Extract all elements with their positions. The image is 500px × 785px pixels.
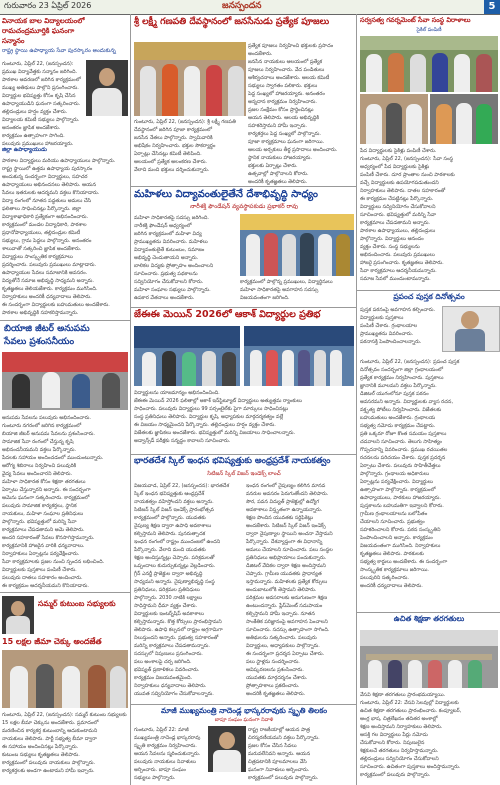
- section-divider: [0, 320, 130, 321]
- subheadline: జిల్లా ఉపాధ్యాయుడు: [2, 147, 47, 153]
- headline: సేవలు ప్రశంసనీయం: [4, 337, 75, 347]
- column-divider: [356, 14, 357, 785]
- headline: సమ్మర్ కుటుంబ సభ్యులకు: [38, 599, 116, 608]
- article-text: ప్రత్యేక పూజలు నిర్వహించి భక్తులకు ప్రసాదం అందజేశారు. జనసేన నాయకులు ఆలయంలో ప్రత్యేక పూజలు నిర్వహించారు. వేద పండితులు ఆశీర్వచనాలు అందజేశారు. ఆలయ కమిటీ సభ్యులు స్వాగతం పలికారు. భక్తులు పెద్ద సంఖ్యలో హాజరయ్యారు. అనంతరం అన్నదాన కార్యక్రమం నిర్వహించారు. ప్రజల సంక్షేమం కోసం ప్రార్థించినట్లు ఆయన తెలిపారు. ఆలయ అభివృద్ధికి సహకరిస్తామని హామీ ఇచ్చారు. కార్యకర్తలు పెద్ద సంఖ్యలో పాల్గొన్నారు. పూజా కార్యక్రమాలు ఘనంగా జరిగాయి. ఆలయ అర్చకులు తీర్థ ప్రసాదాలు అందించారు. స్థానిక నాయకులు హాజరయ్యారు. భక్తులకు ఏర్పాట్లు చేశారు. ఉత్సవాల్లో పాల్గొనాలని కోరారు. అందరికీ కృతజ్ఞతలు తెలిపారు.: [248, 43, 338, 185]
- subheadline: నారీశక్తి ఫౌండేషన్ వ్యవస్థాపకుడు ప్రభాకర్ రావు: [190, 203, 298, 210]
- article-text: పుస్తక పఠనంపై అవగాహన కల్పించారు. విద్యార్థులకు పుస్తకాలు పంపిణీ చేశారు. గ్రంథాలయాల ప్రాముఖ్యతను వివరించారు. పఠనాసక్తి పెంపొందించాలన్నారు.: [360, 307, 436, 345]
- newspaper-name: జనస్పందన: [222, 1, 262, 11]
- section-divider: [130, 454, 356, 455]
- event-photo: [134, 326, 240, 386]
- event-photo: [360, 630, 498, 688]
- event-photo: [2, 352, 128, 410]
- event-photo: [442, 306, 500, 352]
- article-text: పాఠశాల విద్యార్థులు మరియు ఉపాధ్యాయులు పాల్గొన్నారు. రాష్ట్ర స్థాయిలో ఉత్తమ ఉపాధ్యాయ పురస్కారం అందుకున్న సందర్భంగా విద్యార్థులు, సహచర ఉపాధ్యాయులు అభినందనలు తెలిపారు. ఆయన సేవలు ఇతరులకు ఆదర్శమని వక్తలు కొనియాడారు. విద్యా రంగంలో నూతన పద్ధతులు అమలు చేసి ఫలితాలు సాధించినట్లు పేర్కొన్నారు. జిల్లా విద్యాశాఖాధికారి ప్రత్యేకంగా అభినందించారు. కార్యక్రమంలో మండల విద్యాధికారి, పాఠశాల ప్రధానోపాధ్యాయులు, తల్లిదండ్రుల కమిటీ సభ్యులు, గ్రామ పెద్దలు పాల్గొన్నారు. అనంతరం శాలువాతో సత్కరించి జ్ఞాపిక అందజేశారు. విద్యార్థులు సాంస్కృతిక కార్యక్రమాలు ప్రదర్శించారు. పలువురు ప్రముఖులు మాట్లాడారు. ఉపాధ్యాయుల సేవలు సమాజానికి అవసరం. విద్యతోనే సమాజ అభివృద్ధి సాధ్యమని అన్నారు. కృతజ్ఞతలు తెలియజేశారు. కార్యక్రమం ముగిసింది. నిర్వాహకులు అందరికీ ధన్యవాదాలు తెలిపారు. ఈ సందర్భంగా విద్యార్థులకు బహుమతులు అందజేశారు. పాఠశాల అభివృద్ధికి సహకరిస్తామన్నారు.: [2, 158, 116, 316]
- article-text: కార్యక్రమంలో పాల్గొన్న ప్రముఖులు, విద్యార్థినులు మహిళా సాధికారతపై అవగాహన సదస్సు విజయవంతంగా జరిగింది.: [240, 279, 333, 301]
- article-text: పేద విద్యార్థులకు సైకిళ్లు పంపిణీ చేశారు. గుంటూరు, ఏప్రిల్ 22, (జనస్పందన): సేవా సంస్థ ఆధ్వర్యంలో పేద విద్యార్థులకు సైకిళ్లు పంపిణీ చేశారు. దూర ప్రాంతాల నుంచి పాఠశాలకు వచ్చే విద్యార్థులకు ఉపయోగపడుతుందని నిర్వాహకులు తెలిపారు. దాతల సహకారంతో ఈ కార్యక్రమం చేపట్టినట్లు పేర్కొన్నారు. విద్యార్థులు సద్వినియోగం చేసుకోవాలని సూచించారు. భవిష్యత్తులో మరిన్ని సేవా కార్యక్రమాలు చేపడతామని అన్నారు. పాఠశాల ఉపాధ్యాయులు, తల్లిదండ్రులు పాల్గొన్నారు. విద్యార్థులు ఆనందం వ్యక్తం చేశారు. సంస్థ సభ్యులను అభినందించారు. పలువురు ప్రముఖులు హాజరై ప్రసంగించారు. కృతజ్ఞతలు తెలిపారు. సేవా కార్యక్రమాలు ఆదర్శనీయమన్నారు. సమాజ సేవలో ముందుంటామన్నారు.: [360, 148, 455, 282]
- headline: మహిళలు విద్యావంతులైతేనే దేశాభివృద్ధి సాధ్యం: [134, 189, 318, 200]
- section-divider: [0, 592, 130, 593]
- article-text: విజయవాడ, ఏప్రిల్ 22, (జనస్పందన): భారతదేశ స్కిల్ ఇంధన భవిష్యత్తుకు ఆంధ్రప్రదేశ్ నాయకత్వం వహిస్తోందని వక్తలు అన్నారు. సిటిజన్ స్కిల్ విజన్ ఇండెక్స్ ప్రారంభోత్సవ కార్యక్రమంలో పాల్గొన్నారు. యువతకు నైపుణ్య శిక్షణ ద్వారా ఉపాధి అవకాశాలు కల్పిస్తామని తెలిపారు. పునరుత్పాదక ఇంధన రంగంలో రాష్ట్రం ముందంజలో ఉందని పేర్కొన్నారు. వేలాది మంది యువతకు శిక్షణ అందిస్తున్నట్లు చెప్పారు. పరిశ్రమలతో ఒప్పందాలు కుదుర్చుకున్నట్లు వెల్లడించారు. గ్రీన్ ఎనర్జీ ప్రాజెక్టుల ద్వారా అభివృద్ధి సాధ్యమని అన్నారు. నైపుణ్యాభివృద్ధి సంస్థ ప్రతినిధులు, పరిశ్రమల ప్రతినిధులు పాల్గొన్నారు. 2030 నాటికి లక్ష్యాలు సాధిస్తామని ధీమా వ్యక్తం చేశారు. విద్యార్థులకు ఇంటర్న్‌షిప్ అవకాశాలు కల్పిస్తామన్నారు. కొత్త కోర్సులు ప్రారంభిస్తామని తెలిపారు. ఉపాధి కల్పనలో రాష్ట్రం అగ్రగామిగా నిలుస్తుందని అన్నారు. ప్రభుత్వ సహకారంతో మరిన్ని కార్యక్రమాలు చేపడతామన్నారు. సదస్సులో నిపుణులు ప్రసంగించారు. పలు అంశాలపై చర్చ జరిగింది. భవిష్యత్ ప్రణాళికలు వివరించారు. కార్యక్రమం విజయవంతమైంది. నిర్వాహకులు ధన్యవాదాలు తెలిపారు. యువత సద్వినియోగం చేసుకోవాలన్నారు.: [134, 483, 230, 697]
- article-text: రాష్ట్ర రాజకీయాల్లో ఆయన పాత్ర చిరస్మరణీయమని వక్తలు పేర్కొన్నారు. ప్రజల కోసం చేసిన సేవలు మరువలేనివని అన్నారు. ఆయన చిత్రపటానికి పూలమాలలు వేసి ఘనంగా నివాళులు అర్పించారు. కార్యక్రమంలో పలువురు పాల్గొన్నారు.: [248, 727, 320, 781]
- headline: మాజీ ముఖ్యమంత్రి నాదెండ్ల భాస్కరరావుకు స్మృతి తిలకం: [160, 706, 328, 715]
- subheadline: సైకిల్ పంపిణీ: [416, 27, 442, 33]
- section-divider: [130, 704, 356, 705]
- article-text: వేసవి శిక్షణా తరగతులు ప్రారంభమయ్యాయి. గుంటూరు, ఏప్రిల్ 22: వేసవి సెలవుల్లో విద్యార్థులకు ఉచిత శిక్షణా తరగతులు ప్రారంభించారు. కంప్యూటర్, ఆంగ్ల భాష, చిత్రలేఖనం తదితర అంశాల్లో శిక్షణ అందిస్తామని నిర్వాహకులు తెలిపారు. ఆసక్తి గల విద్యార్థులు పేర్లు నమోదు చేసుకోవాలని కోరారు. నిపుణులైన శిక్షకులచే తరగతులు నిర్వహిస్తామన్నారు. తల్లిదండ్రులు సద్వినియోగం చేసుకోవాలని సూచించారు. ఉచితంగా పుస్తకాలు అందిస్తామన్నారు. కార్యక్రమంలో పలువురు పాల్గొన్నారు.: [360, 692, 462, 778]
- event-photo: [134, 42, 246, 116]
- portrait-photo: [86, 60, 128, 116]
- column-divider: [130, 14, 131, 785]
- headline: భారతదేశ స్కిల్ ఇంధన భవిష్యత్తుకు అంధ్రప్రదేశ్ నాయకత్వం: [134, 456, 331, 466]
- headline: సన్మానం: [2, 37, 25, 45]
- headline: రామచంద్రమూర్తికి ఘనంగా: [2, 27, 75, 35]
- article-text: గుంటూరు, ఏప్రిల్ 22, (జనస్పందన): ప్రపంచ పుస్తక దినోత్సవం సందర్భంగా జిల్లా గ్రంథాలయంలో ప్రత్యేక కార్యక్రమం నిర్వహించారు. పుస్తకాలు జ్ఞానానికి మూలమని వక్తలు పేర్కొన్నారు. డిజిటల్ యుగంలోనూ పుస్తక పఠనం అవసరమని అన్నారు. విద్యార్థులకు వ్యాస రచన, వక్తృత్వ పోటీలు నిర్వహించారు. విజేతలకు బహుమతులు అందజేశారు. గ్రంథాలయ సభ్యత్వ నమోదు కార్యక్రమం చేపట్టారు. ప్రతి ఒక్కరూ రోజూ కొంత సమయం పుస్తకాలు చదవాలని సూచించారు. తెలుగు సాహిత్యం గొప్పదనాన్ని వివరించారు. ప్రముఖ రచయితల రచనలను పరిచయం చేశారు. పుస్తక ప్రదర్శన ఏర్పాటు చేశారు. పలువురు సాహితీవేత్తలు పాల్గొన్నారు. గ్రంథాలయ అధికారులు ఏర్పాట్లను పర్యవేక్షించారు. విద్యార్థులు ఉత్సాహంగా పాల్గొన్నారు. కార్యక్రమంలో ఉపాధ్యాయులు, పాఠకులు హాజరయ్యారు. పుస్తకాలను బహుమతిగా ఇవ్వాలని కోరారు. గ్రామీణ గ్రంథాలయాలను బలోపేతం చేయాలని సూచించారు. ప్రభుత్వం సహకరించాలని కోరారు. పఠన సంస్కృతిని పెంపొందించాలని అన్నారు. కార్యక్రమం విజయవంతంగా ముగిసింది. నిర్వాహకులు కృతజ్ఞతలు తెలిపారు. పాఠకులకు సభ్యత్వ కార్డులు అందజేశారు. ఈ సందర్భంగా సాంస్కృతిక కార్యక్రమాలు జరిగాయి. పలువురిని సత్కరించారు. అందరికీ ధన్యవాదాలు తెలిపారు.: [360, 359, 460, 589]
- article-text: మహిళా సాధికారతపై సదస్సు జరిగింది. నారీశక్తి ఫౌండేషన్ ఆధ్వర్యంలో జరిగిన కార్యక్రమంలో మహిళా విద్య ప్రాముఖ్యతను వివరించారు. మహిళలు విద్యావంతులైతే కుటుంబం, సమాజం అభివృద్ధి చెందుతాయని అన్నారు. బాలికల విద్యకు ప్రోత్సాహం అందించాలని సూచించారు. ప్రభుత్వ పథకాలను సద్వినియోగం చేసుకోవాలని కోరారు. మహిళా సంఘాల సభ్యులు పాల్గొన్నారు. ఉపకార వేతనాలు అందజేశారు.: [134, 215, 214, 301]
- headline: వినాయక బాల విద్యాలయంలో: [2, 17, 85, 25]
- headline: ప్రపంచ పుస్తక దినోత్సవం: [393, 292, 465, 301]
- headline: శ్రీ లక్ష్మీ గణపతి దేవస్థానంలో జనసేనుడు ప్రత్యేక పూజలు: [134, 17, 330, 27]
- subheadline: బాపూ సంఘం ఘనంగా నివాళి: [214, 717, 274, 723]
- subheadline: సిటిజన్ స్కిల్ విజన్ ఇండెక్స్ లాంచ్: [207, 471, 281, 477]
- headline: ఉచిత శిక్షణా తరగతులు: [393, 614, 465, 623]
- event-photo: [430, 94, 498, 144]
- page-header: [0, 0, 500, 15]
- portrait-photo: [2, 596, 34, 634]
- article-text: గుంటూరు, ఏప్రిల్ 22: మాజీ ముఖ్యమంత్రి నాదెండ్ల భాస్కరరావు స్మృతి కార్యక్రమం నిర్వహించారు. ఆయన సేవలను స్మరించుకున్నారు. పలువురు నాయకులు నివాళులు అర్పించారు. బాపూ సంఘం సభ్యులు పాల్గొన్నారు.: [134, 727, 201, 781]
- article-text: గుంటూరు, ఏప్రిల్ 22, (జనస్పందన): శ్రీ లక్ష్మీ గణపతి దేవస్థానంలో జరిగిన పూజా కార్యక్రమంలో జనసేన నేతలు పాల్గొన్నారు. స్వామివారికి అభిషేకం నిర్వహించారు. భక్తుల సౌకర్యార్థం ఏర్పాట్లు చేసినట్లు కమిటీ తెలిపింది. ఆలయంలో ప్రత్యేక అలంకరణ చేశారు. వేలాది మంది భక్తులు దర్శించుకున్నారు.: [134, 119, 236, 173]
- event-photo: [2, 650, 128, 708]
- section-divider: [130, 186, 356, 187]
- article-text: విద్యార్థులను యాజమాన్యం అభినందించింది. జేఈఈ మెయిన్ 2026 ఫలితాల్లో ఆకాశ్ ఇన్‌స్టిట్యూట్ విద్యార్థులు అత్యుత్తమ ర్యాంకులు సాధించారు. పలువురు విద్యార్థులు 99 పర్సంటైల్‌కు పైగా మార్కులు సాధించినట్లు సంస్థ ప్రతినిధులు తెలిపారు. విద్యార్థుల కృషి, అధ్యాపకుల మార్గదర్శకత్వం వల్లే ఈ విజయం సాధ్యమైందని పేర్కొన్నారు. తల్లిదండ్రులు హర్షం వ్యక్తం చేశారు. విజేతలకు జ్ఞాపికలు అందజేశారు. భవిష్యత్తులో మరిన్ని విజయాలు సాధించాలన్నారు. అడ్వాన్స్‌డ్ పరీక్షకు సన్నద్ధం కావాలని సూచించారు.: [134, 390, 303, 444]
- event-photo: [244, 326, 354, 386]
- headline: జేఈఈ మెయిన్ 2026లో ఆకాశ్ విద్యార్థుల ప్రతిభ: [134, 309, 321, 320]
- event-photo: [360, 94, 428, 144]
- page-date: గురువారం 23 ఏప్రిల్ 2026: [4, 1, 92, 10]
- portrait-photo: [208, 726, 246, 772]
- headline: బియాజి జీటర్ అనుపమ: [4, 324, 90, 334]
- event-photo: [360, 36, 498, 92]
- headline: 15 లక్షల జీమా చెక్కు అందజేత: [2, 637, 102, 646]
- article-text: గుంటూరు, ఏప్రిల్ 22, (జనస్పందన): సమ్మర్ కుటుంబ సభ్యులకు 15 లక్షల బీమా చెక్కును అందజేశారు. ప్రమాదంలో మరణించిన కార్యకర్త కుటుంబాన్ని ఆదుకుంటామని నాయకులు తెలిపారు. పార్టీ సభ్యత్వ బీమా ద్వారా ఈ సహాయం అందించినట్లు పేర్కొన్నారు. కుటుంబ సభ్యులు కృతజ్ఞతలు తెలిపారు. కార్యక్రమంలో పలువురు నాయకులు పాల్గొన్నారు. కార్యకర్తలకు అండగా ఉంటామని హామీ ఇచ్చారు.: [2, 712, 127, 774]
- page-number: 5: [484, 0, 500, 14]
- article-text: అనుపమ సేవలను పలువురు అభినందించారు. గుంటూరు నగరంలో జరిగిన కార్యక్రమంలో బియాజి జీటర్ అనుపమ సేవలను ప్రశంసించారు. సామాజిక సేవా రంగంలో చేస్తున్న కృషి అభినందనీయమని వక్తలు పేర్కొన్నారు. పేదలకు సహాయం అందించడంలో ముందుంటున్నారు. ఆరోగ్య శిబిరాలు నిర్వహించి పలువురికి వైద్య సేవలు అందించారని తెలిపారు. మహిళా సాధికారత కోసం శిక్షణా తరగతులు ఏర్పాటు చేస్తున్నారని అన్నారు. ఈ సందర్భంగా ఆమెను ఘనంగా సత్కరించారు. కార్యక్రమంలో పలువురు సామాజిక కార్యకర్తలు, స్థానిక నాయకులు, మహిళా సంఘాల ప్రతినిధులు పాల్గొన్నారు. భవిష్యత్తులో మరిన్ని సేవా కార్యక్రమాలు చేపడతామని ఆమె తెలిపారు. అందరి సహకారంతో సేవలు కొనసాగిస్తామన్నారు. కార్యక్రమానికి హాజరైన వారికి ధన్యవాదాలు. నిర్వాహకులు ఏర్పాట్లను పర్యవేక్షించారు. సేవా కార్యక్రమాలకు ప్రజల నుంచి స్పందన లభించింది. విద్యార్థులకు పుస్తకాలు పంపిణీ చేశారు. పలువురు దాతలు సహకారం అందించారు. ఈ కార్యక్రమం ఆదర్శనీయమని కొనియాడారు.: [2, 415, 105, 589]
- section-divider: [356, 612, 500, 613]
- article-text: ఇంధన రంగంలో నైపుణ్యం కలిగిన మానవ వనరుల అవసరం పెరుగుతోందని తెలిపారు. సౌర, పవన విద్యుత్ ప్రాజెక్టుల్లో ఉద్యోగ అవకాశాలు విస్తృతంగా ఉన్నాయన్నారు. శిక్షణ పొందిన యువతకు సర్టిఫికెట్లు అందజేశారు. సిటిజన్ స్కిల్ విజన్ ఇండెక్స్ ద్వారా నైపుణ్యాల స్థాయిని అంచనా వేస్తామని పేర్కొన్నారు. దేశవ్యాప్తంగా ఈ విధానాన్ని అమలు చేయాలని సూచించారు. పలు సంస్థల ప్రతినిధులు అభిప్రాయాలు పంచుకున్నారు. డిజిటల్ వేదికల ద్వారా శిక్షణ అందిస్తామని చెప్పారు. గ్రామీణ యువతకు ప్రాధాన్యత ఇస్తామన్నారు. మహిళలకు ప్రత్యేక కోర్సులు అందుబాటులోకి తెస్తామని తెలిపారు. పరిశ్రమల అవసరాలకు అనుగుణంగా శిక్షణ ఉంటుందన్నారు. ప్లేస్‌మెంట్ సదుపాయం కల్పిస్తామని హామీ ఇచ్చారు. నూతన సాంకేతిక పరిజ్ఞానంపై అవగాహన పెంచాలని సూచించారు. సదస్సు ఉత్సాహంగా సాగింది. అతిథులను సత్కరించారు. పలువురు విద్యార్థులు, అధ్యాపకులు పాల్గొన్నారు. ఈ సందర్భంగా ప్రదర్శన ఏర్పాటు చేశారు. పలు స్టాళ్లను సందర్శించారు. ఆవిష్కరణలను ప్రశంసించారు. యువతకు మార్గదర్శనం చేశారు. ప్రోత్సాహకాలు ప్రకటించారు. అందరికీ కృతజ్ఞతలు తెలిపారు.: [246, 483, 333, 697]
- event-photo: [240, 214, 354, 276]
- section-divider: [356, 290, 500, 291]
- headline: సర్వసత్వ గవర్నమెంట్ సేవా సంస్థ విరాళాలు: [360, 16, 471, 24]
- article-text: గుంటూరు, ఏప్రిల్ 22, (జనస్పందన): ప్రముఖ విద్యావేత్తకు సన్మానం జరిగింది. పాఠశాల ఆవరణలో జరిగిన కార్యక్రమంలో ముఖ్య అతిథులు పాల్గొని ప్రసంగించారు. విద్యార్థుల భవిష్యత్తు కోసం కృషి చేసిన ఉపాధ్యాయుడిని ఘనంగా సత్కరించారు. తల్లిదండ్రులు హర్షం వ్యక్తం చేశారు. విద్యాలయ కమిటీ సభ్యులు పాల్గొన్నారు. అనంతరం జ్ఞాపిక అందజేశారు. కార్యక్రమం ఉత్సాహంగా సాగింది. పలువురు ప్రముఖులు హాజరయ్యారు.: [2, 61, 81, 147]
- section-divider: [130, 307, 356, 308]
- subheadline: రాష్ట్ర స్థాయి ఉపాధ్యాయ సేవా పురస్కారం అందుకున్న: [2, 48, 116, 54]
